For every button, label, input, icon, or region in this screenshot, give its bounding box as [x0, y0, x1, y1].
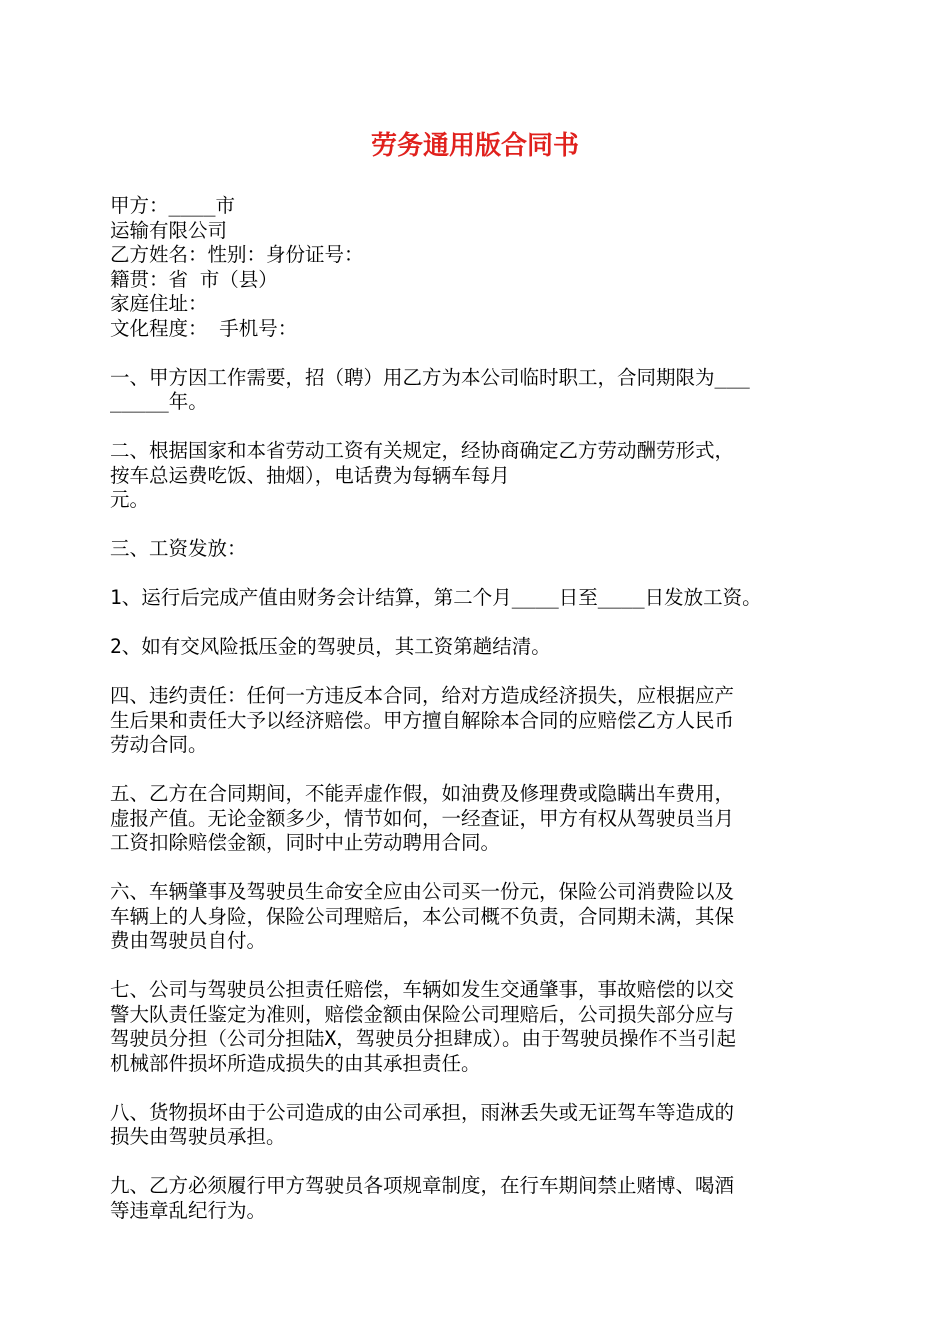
party-b-education-line: 文化程度： 手机号：: [110, 316, 298, 340]
clause-4-line: 四、违约责任：任何一方违反本合同，给对方造成经济损失，应根据应产: [110, 684, 735, 707]
clause-8-line: 损失由驾驶员承担。: [110, 1125, 286, 1148]
party-a-line: 甲方：____市: [110, 194, 235, 217]
clause-2-line: 按车总运费吃饭、抽烟），电话费为每辆车每月: [110, 463, 510, 487]
clause-6-line: 六、车辆肇事及驾驶员生命安全应由公司买一份元，保险公司消费险以及: [110, 880, 735, 903]
clause-5-line: 工资扣除赔偿金额，同时中止劳动聘用合同。: [110, 831, 501, 854]
clause-1: [110, 366, 845, 415]
clause-6-line: 费由驾驶员自付。: [110, 929, 267, 952]
clause-5: [110, 782, 845, 856]
clause-7: [110, 978, 845, 1076]
clause-3-heading: [110, 537, 845, 562]
clause-6-line: 车辆上的人身险，保险公司理赔后，本公司概不负责，合同期未满，其保: [110, 904, 735, 928]
clause-7-line: 驾驶员分担（公司分担陆X，驾驶员分担肆成）。由于驾驶员操作不当引起: [110, 1027, 736, 1050]
document-title: 劳务通用版合同书: [370, 131, 579, 161]
clause-7-line: 七、公司与驾驶员公担责任赔偿，车辆如发生交通肇事，事故赔偿的以交: [110, 978, 735, 1001]
clause-7-line: 机械部件损坏所造成损失的由其承担责任。: [110, 1051, 481, 1075]
clause-4-line: 劳动合同。: [110, 733, 208, 756]
clause-4: [110, 684, 845, 758]
clause-2-line: 二、根据国家和本省劳动工资有关规定，经协商确定乙方劳动酬劳形式，: [110, 439, 735, 462]
clause-3-item-1-line: 1、运行后完成产值由财务会计结算，第二个月____日至____日发放工资。: [110, 586, 762, 609]
clause-7-line: 警大队责任鉴定为准则，赔偿金额由保险公司理赔后，公司损失部分应与: [110, 1002, 735, 1026]
party-b-origin-line: 籍贯：省 市（县）: [110, 267, 278, 291]
party-b-address-line: 家庭住址：: [110, 292, 208, 315]
clause-4-line: 生后果和责任大予以经济赔偿。甲方擅自解除本合同的应赔偿乙方人民币: [110, 708, 735, 732]
clause-2-line: 元。: [110, 488, 150, 511]
clause-1-line: 一、甲方因工作需要，招（聘）用乙方为本公司临时职工，合同期限为___: [110, 365, 750, 389]
clause-2: [110, 439, 845, 513]
clause-5-line: 虚报产值。无论金额多少，情节如何，一经查证，甲方有权从驾驶员当月: [110, 806, 735, 830]
clause-8: [110, 1101, 845, 1150]
clause-3-item-2-line: 2、如有交风险抵压金的驾驶员，其工资第趟结清。: [110, 635, 551, 658]
clause-5-line: 五、乙方在合同期间，不能弄虚作假，如油费及修理费或隐瞒出车费用，: [110, 782, 735, 805]
clause-9-line: 九、乙方必须履行甲方驾驶员各项规章制度，在行车期间禁止赌博、喝酒: [110, 1174, 735, 1197]
clause-1-line: _____年。: [110, 390, 208, 413]
clause-9: [110, 1174, 845, 1223]
party-b-name-line: 乙方姓名：性别：身份证号：: [110, 243, 364, 266]
clause-8-line: 八、货物损坏由于公司造成的由公司承担，雨淋丢失或无证驾车等造成的: [110, 1100, 735, 1124]
document-body: [110, 194, 845, 1223]
clause-3-item-2: [110, 635, 845, 660]
clause-3-item-1: [110, 586, 845, 611]
party-info-block: [110, 194, 845, 341]
clause-9-line: 等违章乱纪行为。: [110, 1198, 267, 1222]
clause-3-line: 三、工资发放：: [110, 537, 247, 560]
party-a-company-line: 运输有限公司: [110, 218, 228, 242]
clause-6: [110, 880, 845, 954]
